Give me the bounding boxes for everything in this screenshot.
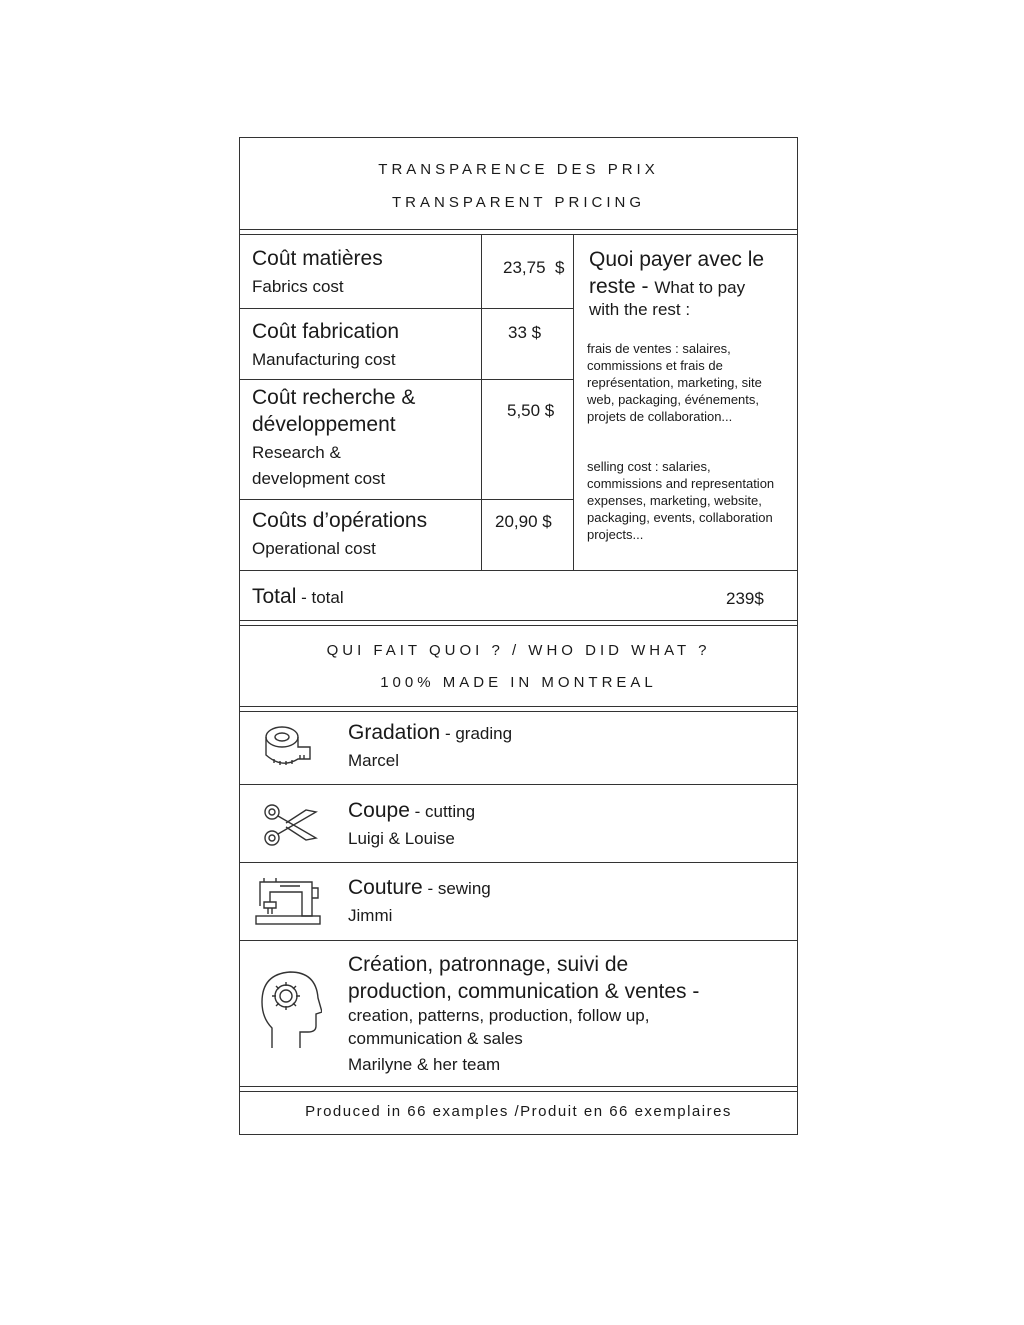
role-creation-title-2: production, communication & ventes -	[348, 980, 700, 1003]
divider	[240, 706, 797, 707]
role-creation-people: Marilyne & her team	[348, 1055, 501, 1074]
cost-fabrics-value: 23,75 $	[503, 258, 565, 277]
role-cutting-title: Coupe - cutting	[348, 799, 476, 822]
cost-operations-label: Coûts d’opérations	[252, 509, 428, 532]
row-divider	[240, 379, 573, 380]
cost-operations-value: 20,90 $	[495, 512, 552, 531]
column-divider	[573, 234, 574, 570]
divider	[240, 1091, 797, 1092]
divider	[240, 229, 797, 230]
divider	[240, 1086, 797, 1087]
header-title-fr: TRANSPARENCE DES PRIX	[378, 161, 659, 178]
role-grading-title: Gradation - grading	[348, 721, 513, 744]
footer-text: Produced in 66 examples /Produit en 66 exemplaires	[305, 1103, 732, 1120]
role-creation-title-1: Création, patronnage, suivi de	[348, 953, 629, 976]
head-gear-icon	[260, 970, 322, 1052]
cost-operations-label-en: Operational cost	[252, 539, 376, 558]
role-cutting-people: Luigi & Louise	[348, 829, 455, 848]
row-divider	[240, 308, 573, 309]
who-title: QUI FAIT QUOI ? / WHO DID WHAT ?	[326, 642, 711, 659]
role-creation-title-en-1: creation, patterns, production, follow up,	[348, 1006, 650, 1025]
divider	[240, 234, 797, 235]
role-sewing-people: Jimmi	[348, 906, 393, 925]
divider	[240, 862, 797, 863]
rest-text-en: selling cost : salaries, commissions and representation expenses, marketing, website, packaging, events, collaboration projects...	[587, 459, 775, 542]
who-subtitle: 100% MADE IN MONTREAL	[380, 674, 657, 691]
divider	[240, 620, 797, 621]
divider	[240, 625, 797, 626]
rest-text-fr: frais de ventes : salaires, commissions et frais de représentation, marketing, site web, packaging, événements, projets de collaboration...	[587, 341, 762, 424]
column-divider	[481, 234, 482, 570]
rest-title-1: Quoi payer avec le	[589, 248, 765, 271]
total-value: 239$	[726, 589, 764, 608]
cost-rnd-label-en-2: development cost	[252, 469, 386, 488]
divider	[240, 940, 797, 941]
role-grading-people: Marcel	[348, 751, 400, 770]
cost-rnd-label-en-1: Research &	[252, 443, 341, 462]
rest-title-2: reste - What to pay	[589, 275, 746, 298]
cost-rnd-value: 5,50 $	[507, 401, 555, 420]
role-creation-title-en-2: communication & sales	[348, 1029, 523, 1048]
cost-manufacturing-label-en: Manufacturing cost	[252, 350, 396, 369]
cost-fabrics-label-en: Fabrics cost	[252, 277, 344, 296]
cost-manufacturing-label: Coût fabrication	[252, 320, 400, 343]
row-divider	[240, 499, 573, 500]
sewing-machine-icon	[254, 876, 322, 928]
header-title-en: TRANSPARENT PRICING	[392, 194, 645, 211]
rest-title-3: with the rest :	[589, 300, 691, 319]
cost-rnd-label-1: Coût recherche &	[252, 386, 416, 409]
divider	[240, 711, 797, 712]
pricing-card	[239, 137, 798, 1135]
total-label: Total - total	[252, 585, 344, 608]
divider	[240, 784, 797, 785]
measuring-tape-icon	[262, 723, 314, 769]
cost-fabrics-label: Coût matières	[252, 247, 383, 270]
role-sewing-title: Couture - sewing	[348, 876, 491, 899]
cost-manufacturing-value: 33 $	[508, 323, 542, 342]
scissors-icon	[262, 802, 318, 848]
cost-rnd-label-2: développement	[252, 413, 396, 436]
divider	[240, 570, 797, 571]
